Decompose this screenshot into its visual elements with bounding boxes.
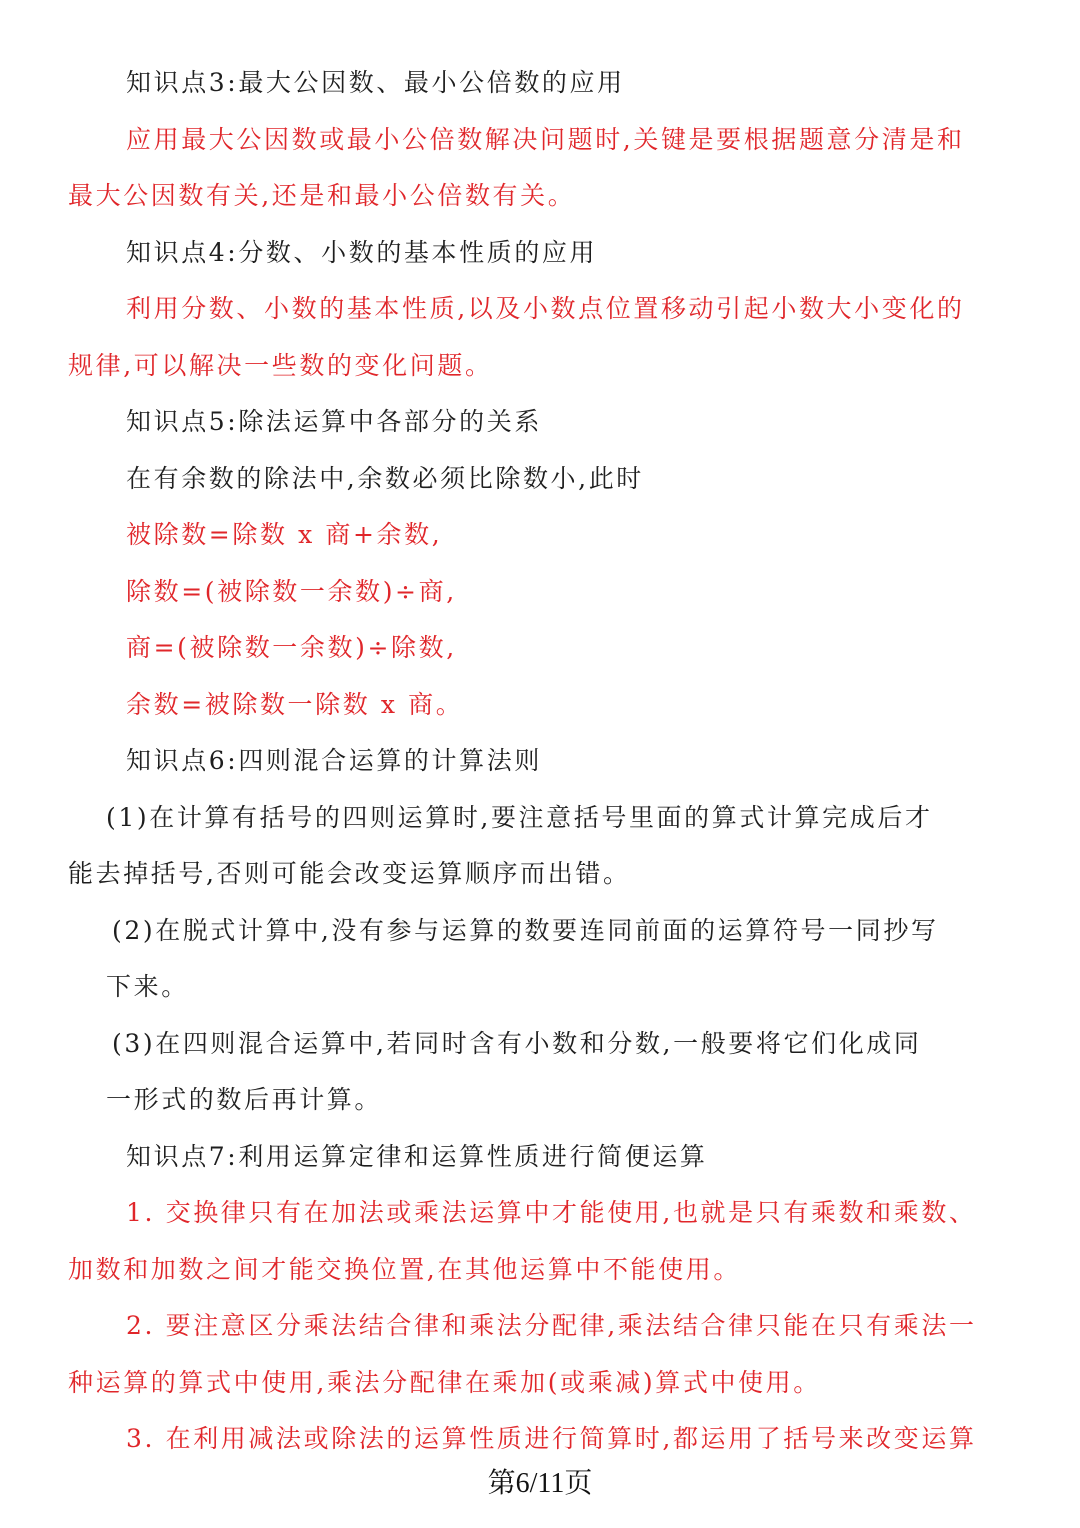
heading-knowledge-point-3: 知识点3:最大公因数、最小公倍数的应用: [126, 68, 625, 97]
paragraph-line: 1. 交换律只有在加法或乘法运算中才能使用,也就是只有乘数和乘数、: [126, 1198, 977, 1227]
formula-line: 余数=被除数一除数 x 商。: [126, 690, 464, 719]
paragraph-line: 规律,可以解决一些数的变化问题。: [68, 351, 493, 380]
heading-knowledge-point-6: 知识点6:四则混合运算的计算法则: [126, 746, 542, 775]
paragraph-line: (1)在计算有括号的四则运算时,要注意括号里面的算式计算完成后才: [106, 803, 933, 832]
heading-knowledge-point-5: 知识点5:除法运算中各部分的关系: [126, 407, 542, 436]
paragraph-line: 下来。: [106, 972, 189, 1001]
paragraph-line: 应用最大公因数或最小公倍数解决问题时,关键是要根据题意分清是和: [126, 125, 965, 154]
formula-line: 商=(被除数一余数)÷除数,: [126, 633, 457, 662]
heading-knowledge-point-7: 知识点7:利用运算定律和运算性质进行简便运算: [126, 1142, 708, 1171]
paragraph-line: 在有余数的除法中,余数必须比除数小,此时: [126, 464, 644, 493]
paragraph-line: 利用分数、小数的基本性质,以及小数点位置移动引起小数大小变化的: [126, 294, 965, 323]
page-number-footer: 第6/11页: [487, 1468, 593, 1499]
paragraph-line: 能去掉括号,否则可能会改变运算顺序而出错。: [68, 859, 631, 888]
paragraph-line: (2)在脱式计算中,没有参与运算的数要连同前面的运算符号一同抄写: [112, 916, 939, 945]
formula-line: 被除数=除数 x 商+余数,: [126, 520, 443, 549]
paragraph-line: 一形式的数后再计算。: [106, 1085, 383, 1114]
heading-knowledge-point-4: 知识点4:分数、小数的基本性质的应用: [126, 238, 598, 267]
paragraph-line: 3. 在利用减法或除法的运算性质进行简算时,都运用了括号来改变运算: [126, 1424, 977, 1453]
paragraph-line: 种运算的算式中使用,乘法分配律在乘加(或乘减)算式中使用。: [68, 1368, 821, 1397]
paragraph-line: 2. 要注意区分乘法结合律和乘法分配律,乘法结合律只能在只有乘法一: [126, 1311, 977, 1340]
paragraph-line: 加数和加数之间才能交换位置,在其他运算中不能使用。: [68, 1255, 741, 1284]
formula-line: 除数=(被除数一余数)÷商,: [126, 577, 457, 606]
paragraph-line: (3)在四则混合运算中,若同时含有小数和分数,一般要将它们化成同: [112, 1029, 922, 1058]
paragraph-line: 最大公因数有关,还是和最小公倍数有关。: [68, 181, 576, 210]
